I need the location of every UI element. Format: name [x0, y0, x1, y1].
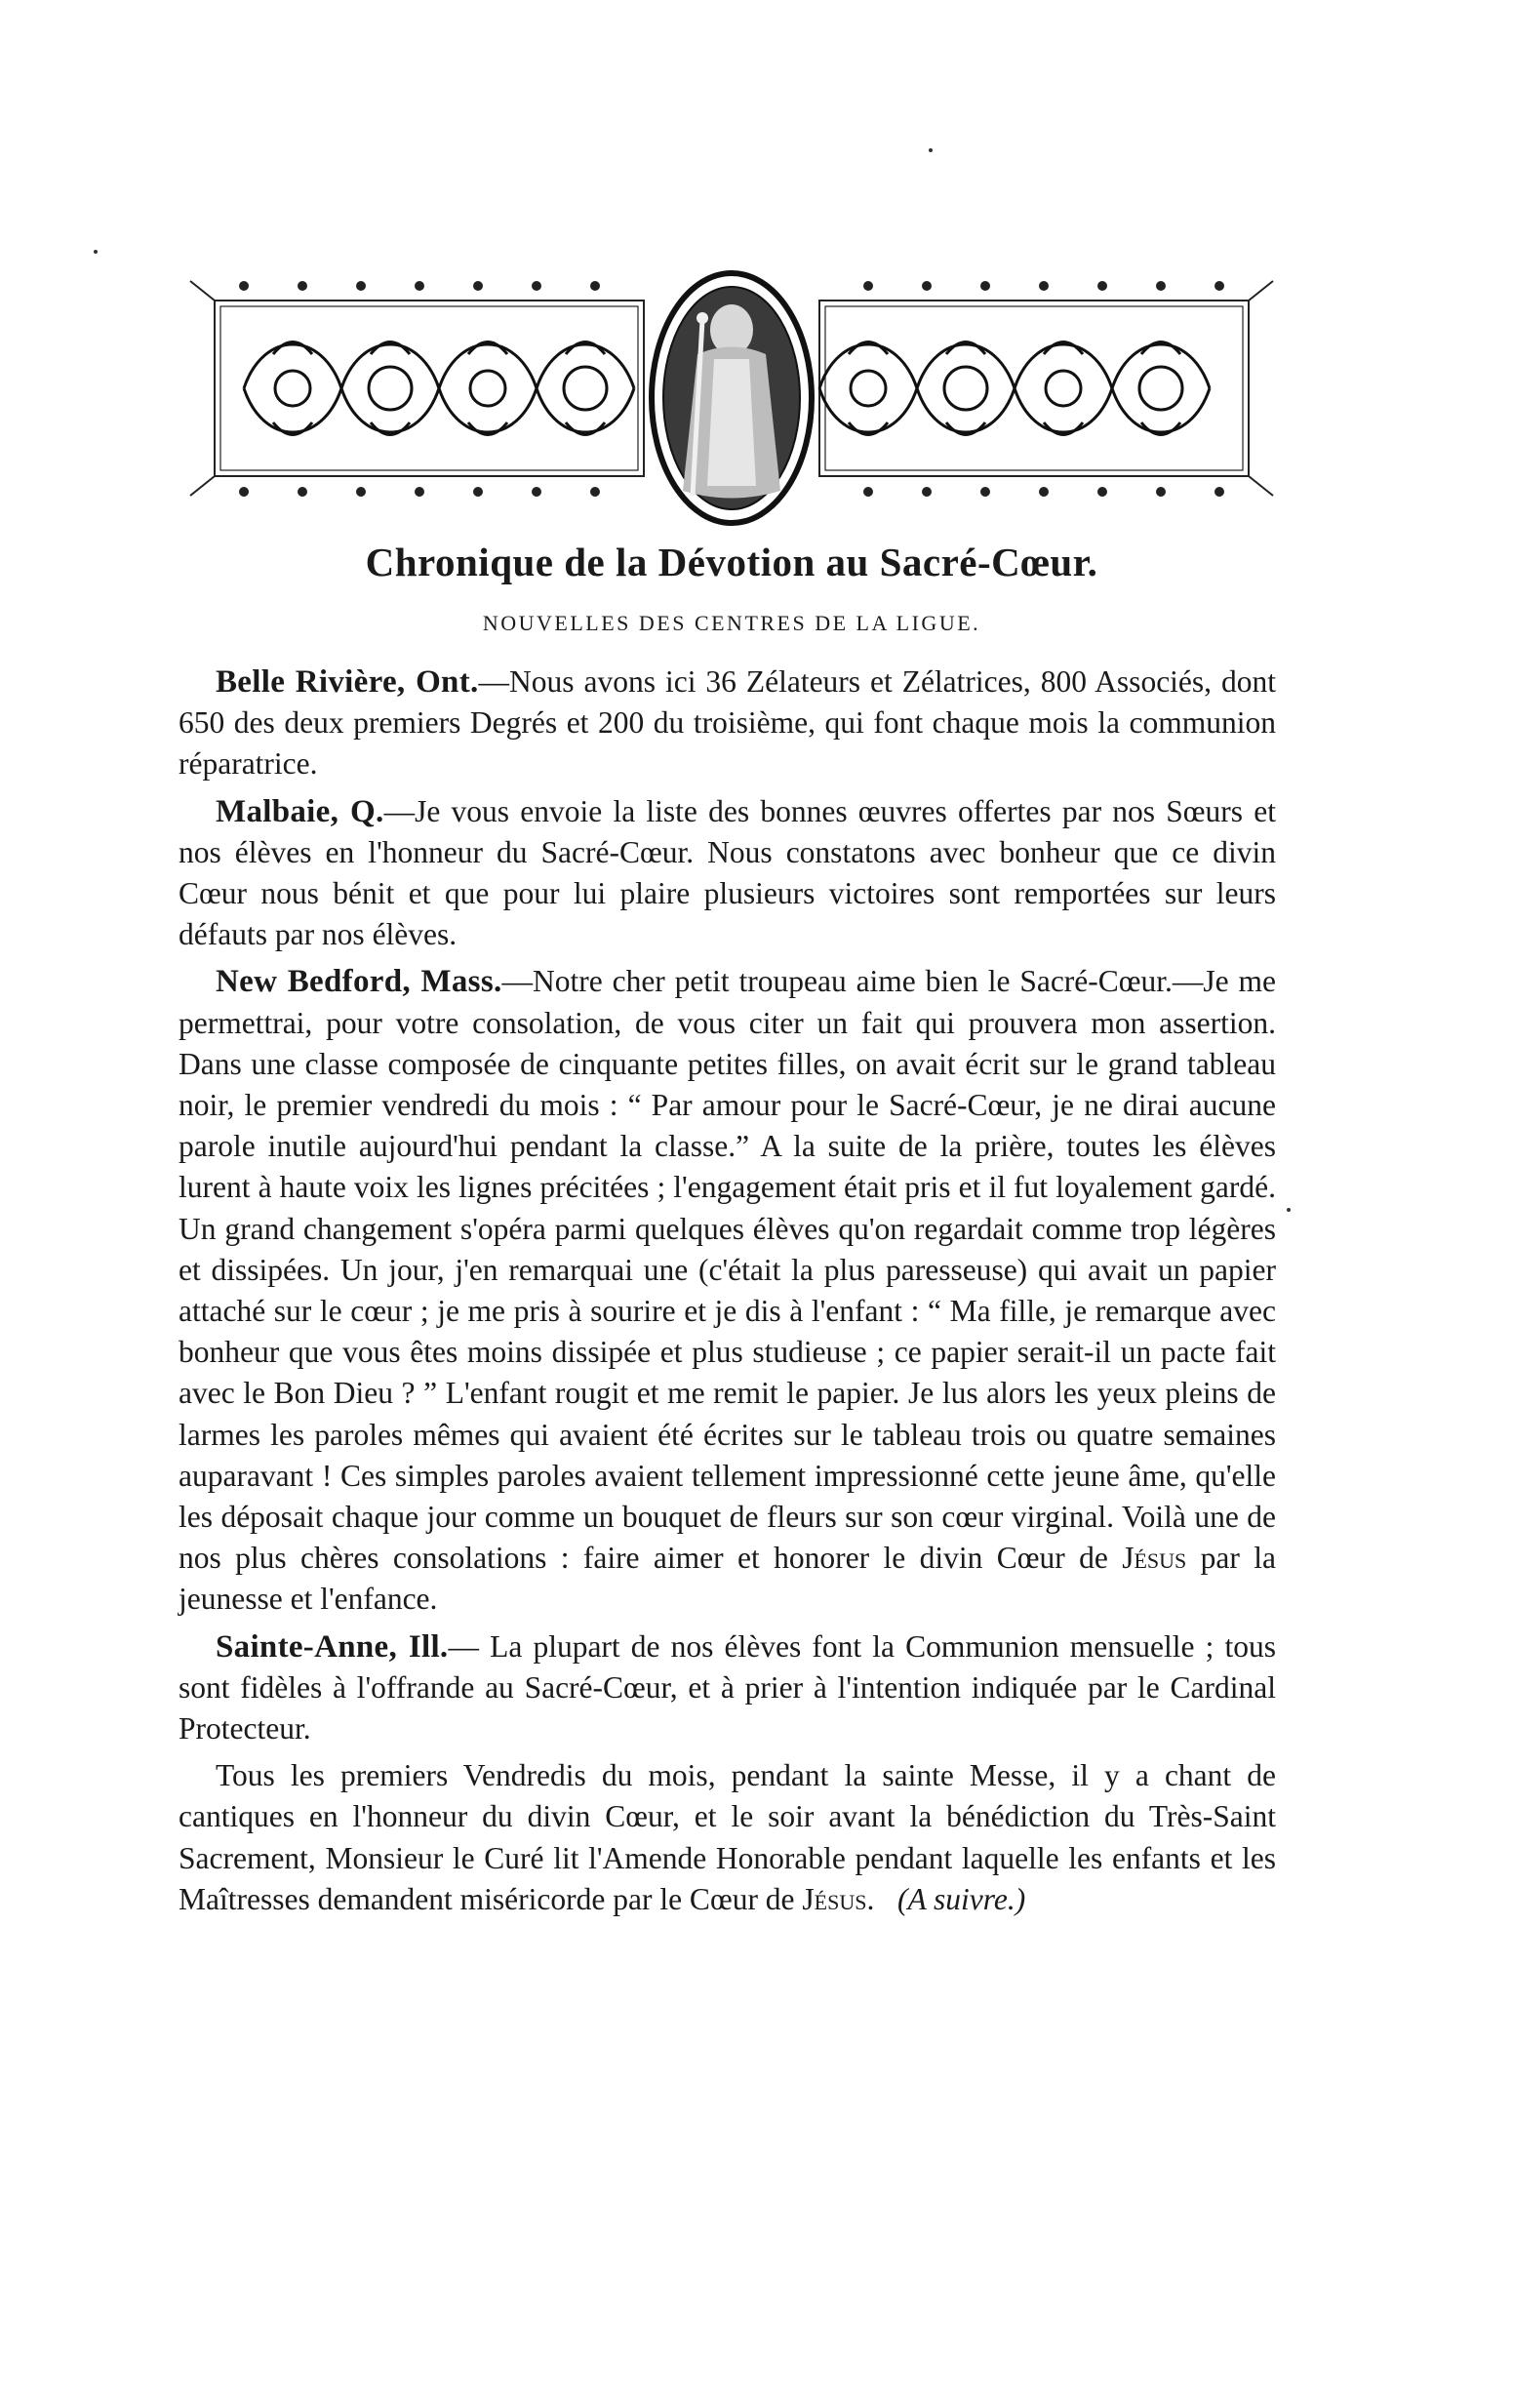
- header-ornament: [176, 261, 1288, 554]
- print-speck: [94, 250, 98, 254]
- paragraph-malbaie: [179, 791, 1276, 956]
- article-body: [179, 662, 1276, 1926]
- place-name: New Bedford, Mass.: [216, 964, 502, 1000]
- place-name: Belle Rivière, Ont.: [216, 664, 479, 700]
- paragraph-text: —Notre cher petit troupeau aime bien le Sacré-Cœur.—Je me permettrai, pour votre consolation, de vous citer un fait qui prouvera mon assertion. Dans une classe composée de cinquante petites filles, on avait écrit sur le grand tableau noir, le premier vendredi du mois : “ Par amour pour le Sacré-Cœur, je ne dirai aucune parole inutile aujourd'hui pendant la classe.” A la suite de la prière, toutes les élèves lurent à haute voix les lignes précitées ; l'engagement était pris et il fut loyalement gardé. Un grand changement s'opéra parmi quelques élèves qu'on regardait comme trop légères et dissipées. Un jour, j'en remarquai une (c'était la plus paresseuse) qui avait un papier attaché sur le cœur ; je me pris à sourire et je dis à l'enfant : “ Ma fille, je remarque avec bonheur que vous êtes moins dissipée et plus studieuse ; ce papier serait-il un pacte fait avec le Bon Dieu ? ” L'enfant rougit et me remit le papier. Je lus alors les yeux pleins de larmes les paroles mêmes qui avaient été écrites sur le tableau trois ou quatre semaines auparavant ! Ces simples paroles avaient tellement impressionné cette jeune âme, qu'elle les déposait chaque jour comme un bouquet de fleurs sur son cœur virginal. Voilà une de nos plus chères consolations : faire aimer et honorer le divin Cœur de: [179, 964, 1276, 1576]
- section-subtitle: NOUVELLES DES CENTRES DE LA LIGUE.: [482, 611, 981, 635]
- place-name: Sainte-Anne, Ill.: [216, 1628, 449, 1665]
- continuation-note: (A suivre.): [896, 1881, 1026, 1916]
- page-title: Chronique de la Dévotion au Sacré-Cœur.: [365, 540, 1098, 584]
- paragraph-text: — La plupart de nos élèves font la Communion mensuelle ; tous sont fidèles à l'offrande au Sacré-Cœur, et à prier à l'intention indiquée par le Cardinal Protecteur.: [179, 1628, 1276, 1746]
- name-jesus: Jésus: [802, 1881, 867, 1916]
- saint-with-staff-medallion-icon: [652, 273, 812, 523]
- paragraph-text: Tous les premiers Vendredis du mois, pendant la sainte Messe, il y a chant de cantiques en l'honneur du divin Cœur, et le soir avant la bénédiction du Très-Saint Sacrement, Monsieur le Curé lit l'Amende Honorable pendant laquelle les enfants et les Maîtresses demandent miséricorde par le Cœur de: [179, 1758, 1276, 1916]
- floral-scrollwork-icon: [244, 342, 634, 435]
- paragraph-tail: par la jeunesse et l'enfance.: [179, 1541, 1276, 1617]
- paragraph-text: —Nous avons ici 36 Zélateurs et Zélatrices, 800 Associés, dont 650 des deux premiers Degrés et 200 du troisième, qui font chaque mois la communion réparatrice.: [179, 664, 1276, 782]
- paragraph-sainte-anne: [179, 1626, 1276, 1750]
- print-speck: [1287, 1208, 1291, 1212]
- paragraph-new-bedford: [179, 961, 1276, 1620]
- paragraph-belle-riviere: [179, 662, 1276, 785]
- print-speck: [929, 148, 933, 152]
- paragraph-tail: .: [866, 1881, 875, 1916]
- paragraph-text: —Je vous envoie la liste des bonnes œuvres offertes par nos Sœurs et nos élèves en l'honneur du Sacré-Cœur. Nous constatons avec bonheur que ce divin Cœur nous bénit et que pour lui plaire plusieurs victoires sont remportées sur leurs défauts par nos élèves.: [179, 793, 1277, 952]
- paragraph-vendredis: [179, 1755, 1276, 1920]
- name-jesus: Jésus: [1122, 1541, 1187, 1576]
- place-name: Malbaie, Q.: [216, 793, 384, 829]
